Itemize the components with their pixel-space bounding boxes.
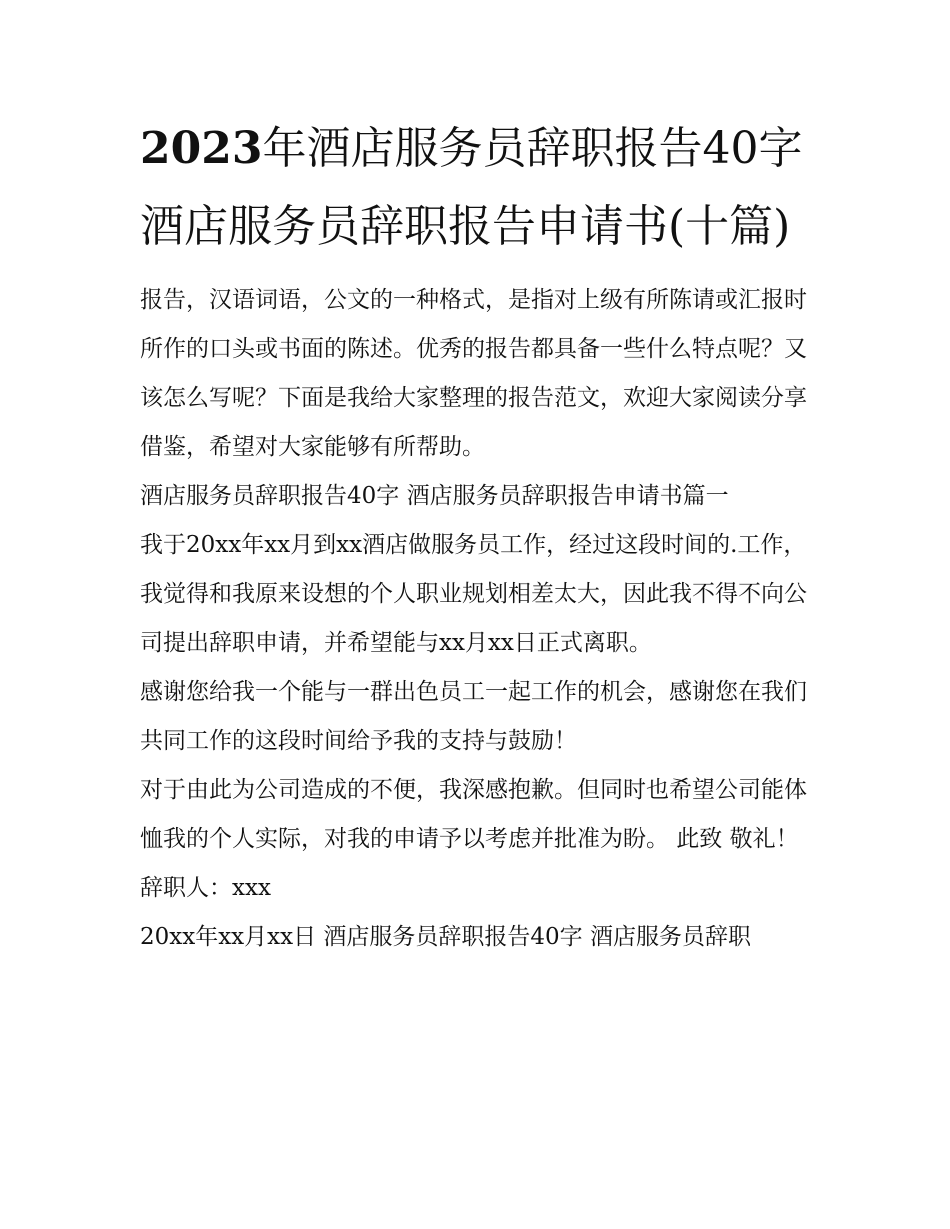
- document-title: [140, 110, 820, 266]
- body-paragraph: 对于由此为公司造成的不便，我深感抱歉。但同时也希望公司能体恤我的个人实际，对我的申请予以考虑并批准为盼。 此致 敬礼！ 辞职人：xxx: [140, 777, 807, 901]
- body-paragraph: 我于20xx年xx月到xx酒店做服务员工作，经过这段时间的.工作，我觉得和我原来设想的个人职业规划相差太大，因此我不得不向公司提出辞职申请，并希望能与xx月xx日正式离职。: [140, 532, 807, 656]
- section-heading: 酒店服务员辞职报告40字 酒店服务员辞职报告申请书篇一: [140, 483, 729, 509]
- body-paragraph: 20xx年xx月xx日 酒店服务员辞职报告40字 酒店服务员辞职: [140, 924, 751, 950]
- body-paragraph: 感谢您给我一个能与一群出色员工一起工作的机会，感谢您在我们共同工作的这段时间给予我的支持与鼓励！: [140, 679, 807, 754]
- document-content: [140, 110, 820, 962]
- title-year: 2023: [140, 123, 263, 174]
- title-text: 年酒店服务员辞职报告40字 酒店服务员辞职报告申请书(十篇): [140, 123, 803, 252]
- intro-paragraph: 报告，汉语词语，公文的一种格式，是指对上级有所陈请或汇报时所作的口头或书面的陈述。优秀的报告都具备一些什么特点呢？又该怎么写呢？下面是我给大家整理的报告范文，欢迎大家阅读分享借鉴，希望对大家能够有所帮助。: [140, 287, 807, 460]
